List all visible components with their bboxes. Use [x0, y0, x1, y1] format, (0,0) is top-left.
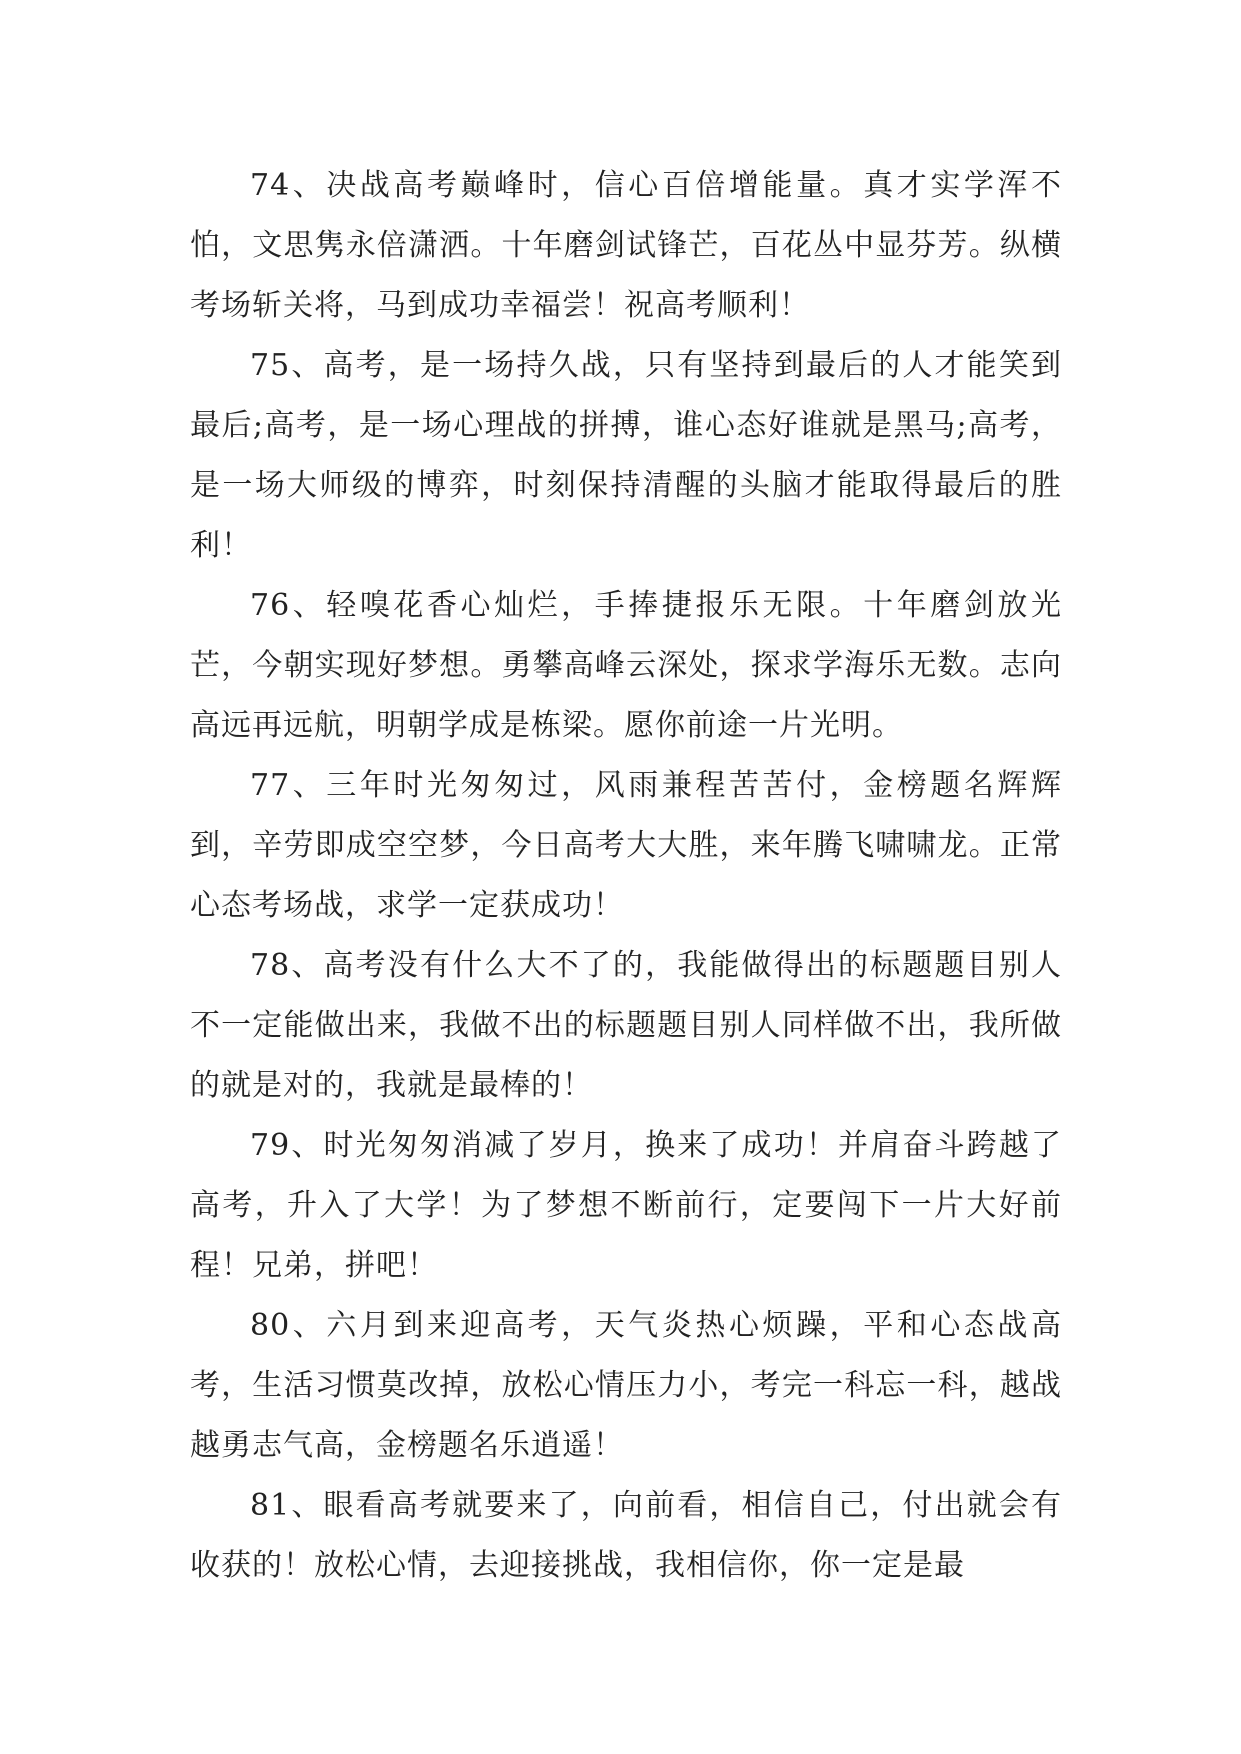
document-body: [190, 156, 1062, 1596]
paragraph-75: 75、高考，是一场持久战，只有坚持到最后的人才能笑到最后;高考，是一场心理战的拼搏，谁心态好谁就是黑马;高考，是一场大师级的博弈，时刻保持清醒的头脑才能取得最后的胜利！: [190, 348, 1062, 563]
paragraph-76: 76、轻嗅花香心灿烂，手捧捷报乐无限。十年磨剑放光芒，今朝实现好梦想。勇攀高峰云深处，探求学海乐无数。志向高远再远航，明朝学成是栋梁。愿你前途一片光明。: [190, 588, 1062, 743]
paragraph-77: 77、三年时光匆匆过，风雨兼程苦苦付，金榜题名辉辉到，辛劳即成空空梦，今日高考大大胜，来年腾飞啸啸龙。正常心态考场战，求学一定获成功！: [190, 768, 1062, 923]
paragraph-78: 78、高考没有什么大不了的，我能做得出的标题题目别人不一定能做出来，我做不出的标题题目别人同样做不出，我所做的就是对的，我就是最棒的！: [190, 948, 1062, 1103]
paragraph-80: 80、六月到来迎高考，天气炎热心烦躁，平和心态战高考，生活习惯莫改掉，放松心情压力小，考完一科忘一科，越战越勇志气高，金榜题名乐逍遥！: [190, 1308, 1062, 1463]
paragraph-81: 81、眼看高考就要来了，向前看，相信自己，付出就会有收获的！放松心情，去迎接挑战，我相信你，你一定是最: [190, 1488, 1062, 1583]
paragraph-74: 74、决战高考巅峰时，信心百倍增能量。真才实学浑不怕，文思隽永倍潇洒。十年磨剑试锋芒，百花丛中显芬芳。纵横考场斩关将，马到成功幸福尝！祝高考顺利！: [190, 168, 1062, 323]
paragraph-79: 79、时光匆匆消减了岁月，换来了成功！并肩奋斗跨越了高考，升入了大学！为了梦想不断前行，定要闯下一片大好前程！兄弟，拼吧！: [190, 1128, 1062, 1283]
